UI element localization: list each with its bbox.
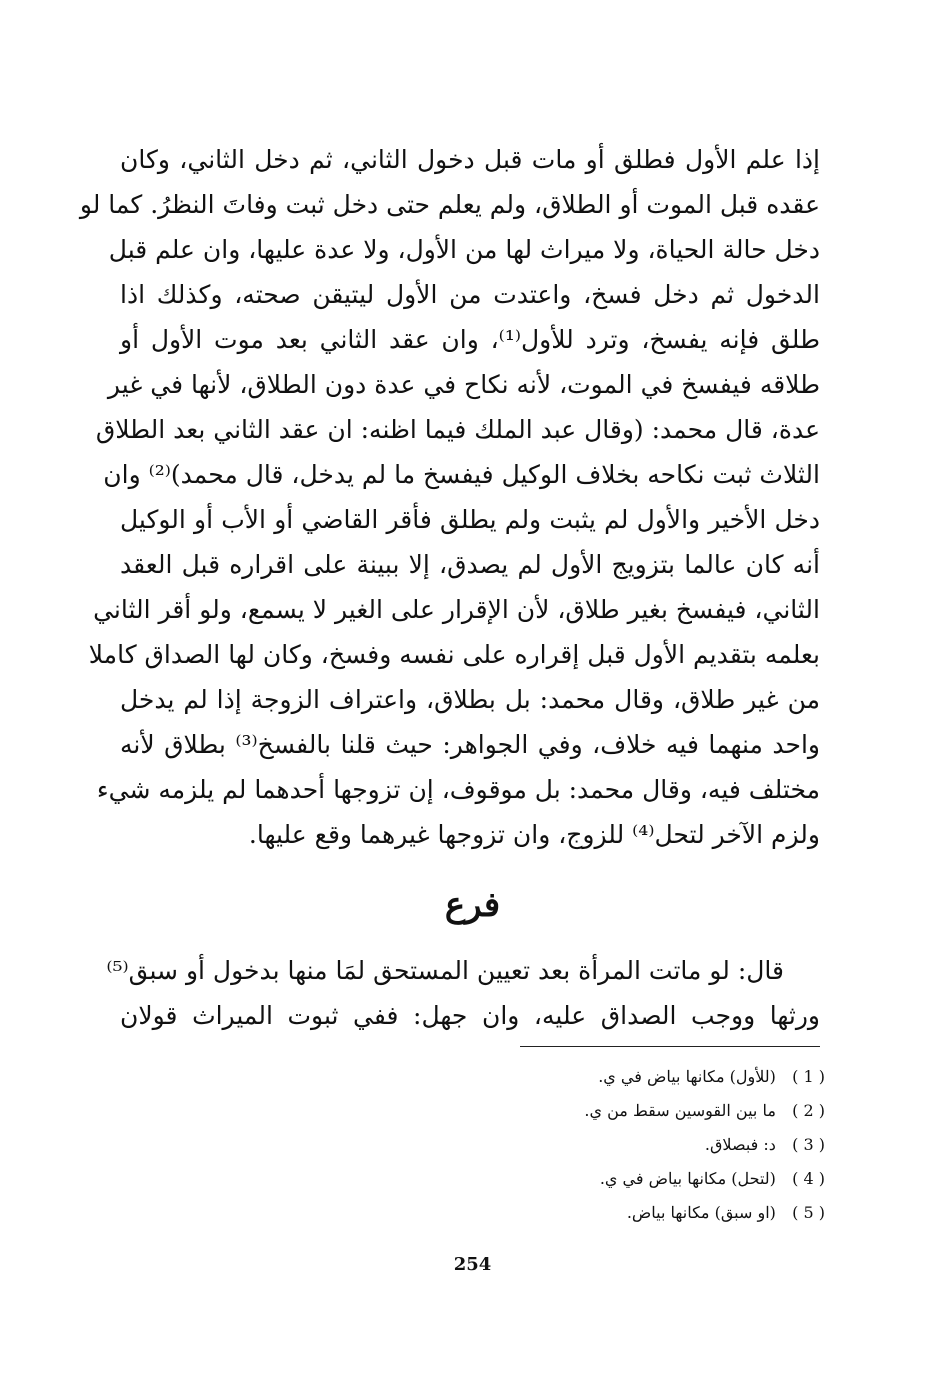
footnote-item xyxy=(405,1162,825,1196)
footnote-item xyxy=(405,1060,825,1094)
text-line: واحد منهما فيه خلاف، وفي الجواهر: حيث قلنا بالفسخ⁽³⁾ بطلاق لأنه xyxy=(120,730,820,759)
footnote-number: ( 4 ) xyxy=(792,1169,825,1188)
footnotes-list xyxy=(405,1060,825,1230)
text-line: الدخول ثم دخل فسخ، واعتدت من الأول ليتيقن صحته، وكذلك اذا xyxy=(120,280,820,309)
text-line: طلاقه فيفسخ في الموت، لأنه نكاح في عدة دون الطلاق، لأنها في غير xyxy=(107,370,820,399)
text-line: الثاني، فيفسخ بغير طلاق، لأن الإقرار على الغير لا يسمع، ولو أقر الثاني xyxy=(93,595,820,624)
footnote-text: (للأول) مكانها بياض في ي. xyxy=(598,1067,776,1086)
section-text-block xyxy=(106,948,820,1038)
footnote-text: (او سبق) مكانها بياض. xyxy=(626,1203,776,1222)
footnote-number: ( 3 ) xyxy=(792,1135,825,1154)
text-line: مختلف فيه، وقال محمد: بل موقوف، إن تزوجها أحدهما لم يلزمه شيء xyxy=(96,775,820,804)
page-number: 254 xyxy=(453,1254,492,1275)
footnote-text: ما بين القوسين سقط من ي. xyxy=(584,1101,776,1120)
footnote-item xyxy=(405,1128,825,1162)
footnote-divider xyxy=(520,1046,820,1047)
section-heading: فرع xyxy=(444,885,501,925)
text-line: عدة، قال محمد: (وقال عبد الملك فيما اظنه: ان عقد الثاني بعد الطلاق xyxy=(95,415,820,444)
footnote-item xyxy=(405,1196,825,1230)
text-line: ورثها ووجب الصداق عليه، وان جهل: ففي ثبوت الميراث قولان xyxy=(120,1001,820,1030)
text-line: ولزم الآخر لتحل⁽⁴⁾ للزوج، وان تزوجها غيرهما وقع عليها. xyxy=(248,820,820,849)
text-line: طلق فإنه يفسخ، وترد للأول⁽¹⁾، وان عقد الثاني بعد موت الأول أو xyxy=(120,325,820,354)
text-line: من غير طلاق، وقال محمد: بل بطلاق، واعتراف الزوجة إذا لم يدخل xyxy=(120,685,820,714)
text-line: قال: لو ماتت المرأة بعد تعيين المستحق لمَا منها بدخول أو سبق⁽⁵⁾ xyxy=(106,956,784,985)
text-line: بعلمه بتقديم الأول قبل إقراره على نفسه وفسخ، وكان لها الصداق كاملا xyxy=(88,640,820,669)
text-line: دخل حالة الحياة، ولا ميراث لها من الأول، ولا عدة عليها، وان علم قبل xyxy=(108,235,820,264)
text-line: دخل الأخير والأول لم يثبت ولم يطلق فأقر القاضي أو الأب أو الوكيل xyxy=(120,505,820,534)
main-text-block xyxy=(79,137,820,857)
footnote-number: ( 2 ) xyxy=(792,1101,825,1120)
text-line: الثلاث ثبت نكاحه بخلاف الوكيل فيفسخ ما لم يدخل، قال محمد)⁽²⁾ وان xyxy=(103,460,820,489)
footnote-item xyxy=(405,1094,825,1128)
text-line: أنه كان عالما بتزويج الأول لم يصدق، إلا ببينة على اقراره قبل العقد xyxy=(120,550,820,579)
footnote-text: (لتحل) مكانها بياض في ي. xyxy=(599,1169,776,1188)
footnote-number: ( 1 ) xyxy=(792,1067,825,1086)
footnote-text: د: فبصلاق. xyxy=(704,1135,776,1154)
footnote-number: ( 5 ) xyxy=(792,1203,825,1222)
text-line: عقده قبل الموت أو الطلاق، ولم يعلم حتى دخل ثبت وفاتَ النظرُ. كما لو xyxy=(79,190,820,219)
text-line: إذا علم الأول فطلق أو مات قبل دخول الثاني، ثم دخل الثاني، وكان xyxy=(120,145,820,174)
